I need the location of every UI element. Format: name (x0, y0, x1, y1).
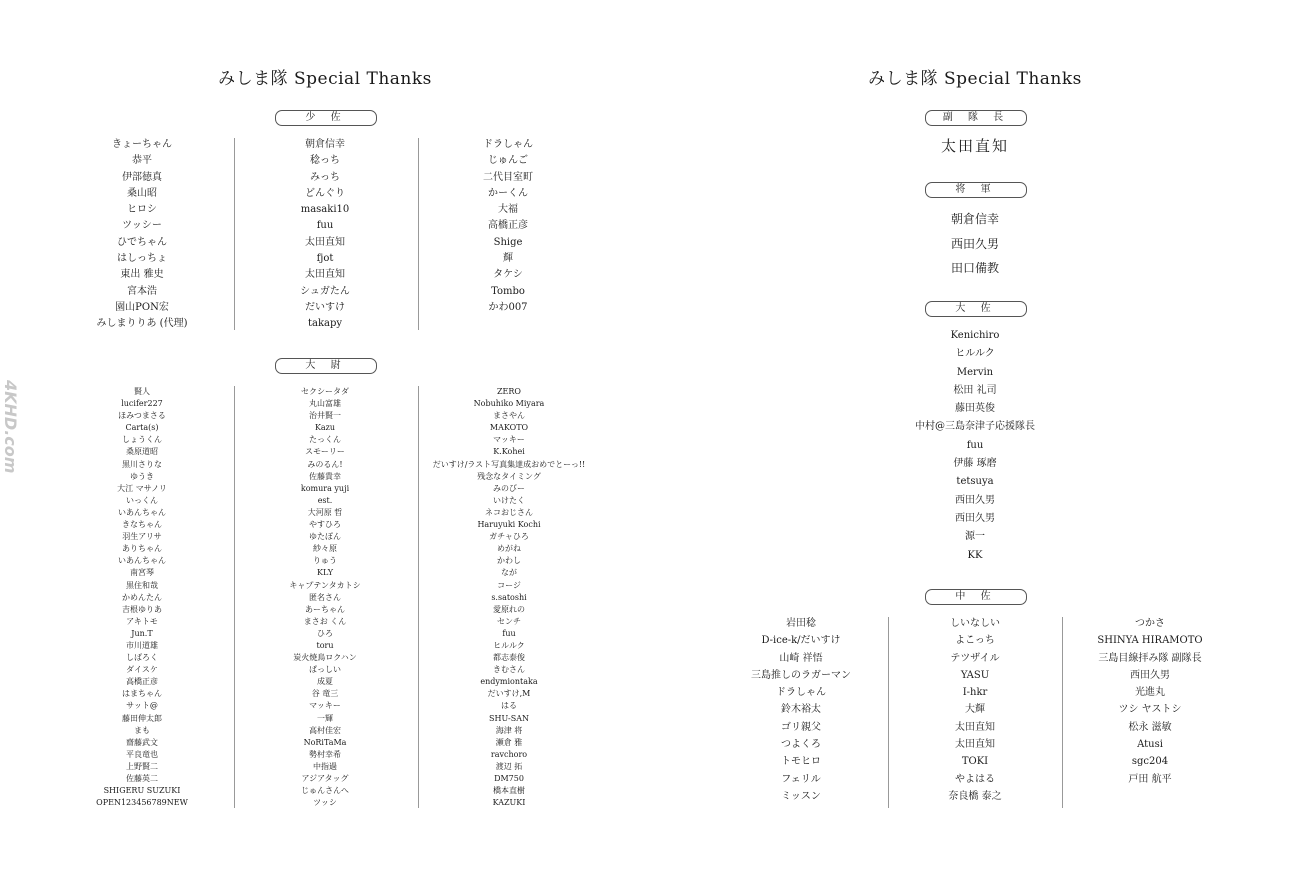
supporter-name: 桑山昭 (127, 187, 157, 199)
supporter-name: かめんたん (122, 592, 162, 602)
supporter-name: KLY (316, 568, 334, 578)
supporter-name: かわし (497, 556, 521, 566)
supporter-name: 三島推しのラガーマン (751, 669, 851, 681)
left-page-title: みしま隊 Special Thanks (218, 69, 432, 89)
supporter-name: 炭火焼鳥ロクハン (293, 653, 357, 663)
supporter-name: 太田直知 (955, 739, 995, 751)
supporter-name: しいなしい (950, 618, 1000, 629)
supporter-name: 大福 (498, 204, 518, 216)
supporter-name: Jun.T (131, 628, 153, 638)
supporter-name: ぱっしい (309, 665, 341, 675)
supporter-name: Mervin (956, 366, 994, 378)
supporter-name: Nobuhiko Miyara (473, 399, 545, 409)
separator (234, 386, 235, 808)
supporter-name: 紗々原 (313, 544, 337, 554)
supporter-name: かーくん (488, 187, 528, 199)
rank-badge-shogun: 将 軍 (925, 182, 1027, 198)
supporter-name: 大河原 哲 (307, 507, 343, 517)
supporter-name: キャプテンタカトシ (289, 580, 361, 590)
supporter-name: みのるん! (307, 459, 343, 469)
supporter-name: だいすけ/ラスト写真集達成おめでとーっ!! (432, 459, 586, 469)
supporter-name: masaki10 (300, 204, 350, 216)
supporter-name: ドラしゃん (776, 687, 826, 699)
supporter-name: かわ007 (488, 301, 528, 313)
supporter-name: 園山PON宏 (115, 301, 169, 313)
supporter-name: 松田 礼司 (953, 384, 997, 396)
supporter-name: D-ice-k/だいすけ (761, 635, 841, 647)
shosa-col-2 (265, 137, 385, 333)
supporter-name: 宮本浩 (127, 285, 157, 297)
supporter-name: つかさ (1135, 618, 1165, 629)
supporter-name: DM750 (494, 774, 524, 783)
supporter-name: ヒルルク (955, 348, 995, 360)
separator (1062, 617, 1063, 808)
supporter-name: たっくん (309, 435, 341, 445)
supporter-name: OPEN123456789NEW (96, 798, 188, 808)
supporter-name: 輝 (503, 253, 513, 265)
supporter-name: SHU-SAN (488, 713, 530, 723)
supporter-name: 吉根ゆりあ (122, 604, 162, 614)
supporter-name: センチ (497, 616, 521, 626)
supporter-name: あーちゃん (305, 604, 345, 614)
supporter-name: YASU (960, 669, 990, 681)
supporter-name: Atusi (1137, 739, 1163, 751)
supporter-name: lucifer227 (121, 399, 163, 409)
supporter-name: 東出 雅史 (120, 269, 164, 281)
supporter-name: ツシ ヤストシ (1118, 704, 1182, 716)
supporter-name: fuu (966, 439, 984, 451)
supporter-name: だいすけ (305, 301, 345, 313)
supporter-name: 西田久男 (950, 236, 999, 251)
supporter-name: 桑原道昭 (126, 447, 158, 457)
supporter-name: fuu (502, 628, 516, 638)
fukutaicho-names (900, 136, 1050, 156)
supporter-name: ガチャひろ (489, 532, 529, 542)
rank-badge-chusa: 中 佐 (925, 589, 1027, 605)
supporter-name: みのびー (493, 483, 525, 493)
supporter-name: ツッシ (313, 798, 337, 808)
rank-badge-fukutaicho: 副 隊 長 (925, 110, 1027, 126)
supporter-name: 黒川さりな (122, 459, 162, 469)
supporter-name: ゆうき (130, 471, 154, 481)
supporter-name: MAKOTO (489, 423, 529, 433)
supporter-name: ひでちゃん (117, 236, 167, 248)
supporter-name: 恭平 (132, 155, 152, 167)
supporter-name: ZERO (497, 387, 521, 396)
supporter-name: 残念なタイミング (477, 471, 541, 481)
taii-col-3 (425, 386, 593, 809)
supporter-name: きむさん (493, 665, 525, 675)
supporter-name: つよくろ (781, 739, 821, 751)
supporter-name: 佐藤英二 (126, 774, 158, 783)
supporter-name: ゴリ親父 (781, 721, 821, 733)
chusa-col-2 (905, 615, 1045, 805)
supporter-name: 奈良橋 泰之 (948, 790, 1002, 802)
supporter-name: 太田直知 (940, 137, 1009, 155)
separator (418, 138, 419, 330)
supporter-name: 大江 マサノリ (117, 483, 167, 493)
supporter-name: じゅんご (488, 155, 528, 167)
supporter-name: トモヒロ (781, 756, 821, 768)
supporter-name: NoRiTaMa (303, 737, 347, 747)
supporter-name: 戸田 航平 (1128, 773, 1172, 785)
supporter-name: ドラしゃん (483, 139, 533, 150)
supporter-name: きょーちゃん (112, 139, 172, 150)
supporter-name: 市川道雄 (126, 640, 158, 650)
supporter-name: 二代目室町 (483, 171, 533, 183)
shosa-col-1 (82, 137, 202, 333)
supporter-name: やすひろ (309, 520, 341, 530)
supporter-name: s.satoshi (491, 592, 527, 602)
supporter-name: はる (501, 701, 517, 711)
supporter-name: 匿名さん (309, 592, 341, 602)
supporter-name: SHIGERU SUZUKI (103, 786, 181, 796)
supporter-name: 谷 竜三 (311, 689, 339, 699)
supporter-name: Haruyuki Kochi (477, 520, 541, 530)
supporter-name: 伊藤 琢磨 (953, 458, 997, 470)
supporter-name: I-hkr (962, 687, 988, 699)
supporter-name: 源一 (965, 531, 985, 543)
supporter-name: 大輝 (965, 704, 985, 716)
supporter-name: しょうくん (122, 435, 162, 445)
supporter-name: みっち (310, 171, 340, 183)
supporter-name: まさお くん (303, 616, 347, 626)
right-page-title: みしま隊 Special Thanks (868, 69, 1082, 89)
supporter-name: いっくん (126, 495, 158, 505)
supporter-name: 上野賢二 (126, 761, 158, 771)
taii-col-2 (265, 386, 385, 809)
supporter-name: 黒住和哉 (126, 580, 158, 590)
supporter-name: ひろ (317, 628, 333, 638)
supporter-name: きなちゃん (122, 520, 162, 530)
supporter-name: いあんちゃん (118, 556, 166, 566)
supporter-name: 橋本直樹 (493, 786, 525, 796)
supporter-name: 平良竜也 (126, 749, 158, 759)
supporter-name: 西田久男 (955, 494, 995, 506)
shogun-names (900, 207, 1050, 281)
supporter-name: どんぐり (305, 187, 345, 199)
supporter-name: KAZUKI (492, 798, 526, 808)
supporter-name: 山崎 祥悟 (779, 652, 823, 664)
supporter-name: テツザイル (950, 652, 1000, 664)
supporter-name: 南宮琴 (130, 568, 154, 578)
watermark: 4KHD.com (1, 380, 20, 474)
supporter-name: ravchoro (490, 749, 528, 759)
supporter-name: 治井賢一 (309, 411, 341, 421)
supporter-name: 田口備教 (950, 261, 999, 276)
supporter-name: takapy (307, 318, 343, 330)
supporter-name: 伊部徳真 (122, 171, 162, 183)
supporter-name: シュガたん (300, 285, 350, 297)
supporter-name: toru (316, 640, 334, 650)
supporter-name: しばろく (126, 653, 158, 663)
rank-badge-taii: 大 尉 (275, 358, 377, 374)
supporter-name: マッキー (493, 435, 525, 445)
supporter-name: 羽生アリサ (122, 532, 162, 542)
supporter-name: fuu (316, 220, 334, 232)
supporter-name: 勢村幸希 (309, 749, 341, 759)
supporter-name: tetsuya (956, 476, 994, 488)
supporter-name: TOKI (961, 756, 989, 768)
supporter-name: 成夏 (317, 677, 333, 687)
supporter-name: 愛原れの (493, 604, 525, 614)
supporter-name: めがね (497, 544, 521, 554)
supporter-name: 藤田英俊 (955, 403, 995, 415)
taii-col-1 (82, 386, 202, 809)
supporter-name: ほみつまさる (118, 411, 166, 421)
supporter-name: ヒロシ (127, 204, 157, 216)
supporter-name: fjot (316, 253, 334, 265)
supporter-name: est. (317, 495, 333, 505)
rank-badge-shosa: 少 佐 (275, 110, 377, 126)
supporter-name: 一輝 (317, 713, 333, 723)
supporter-name: Kenichiro (950, 330, 1000, 341)
supporter-name: 西田久男 (955, 512, 995, 524)
supporter-name: 稔っち (310, 155, 340, 167)
supporter-name: 中村@三島奈津子応援隊長 (915, 421, 1035, 433)
supporter-name: ミッスン (781, 790, 821, 802)
supporter-name: いけたく (493, 495, 525, 505)
taisa-names (880, 327, 1070, 565)
supporter-name: 瀬倉 雅 (495, 737, 523, 747)
supporter-name: まさやん (493, 411, 525, 421)
supporter-name: サット@ (126, 701, 158, 711)
supporter-name: 高村佳宏 (309, 725, 341, 735)
supporter-name: アジアタッグ (301, 774, 349, 783)
supporter-name: endymiontaka (480, 677, 538, 687)
supporter-name: アキトモ (126, 616, 158, 626)
supporter-name: やよはる (955, 773, 995, 785)
supporter-name: だいすけ,M (487, 689, 531, 699)
supporter-name: 西田久男 (1130, 669, 1170, 681)
supporter-name: 海津 将 (495, 725, 523, 735)
supporter-name: 鈴木裕太 (781, 704, 821, 716)
supporter-name: じゅんさんへ (301, 786, 349, 796)
supporter-name: 齋藤武文 (126, 737, 158, 747)
supporter-name: はしっちょ (117, 253, 167, 265)
supporter-name: 高橋正彦 (126, 677, 158, 687)
supporter-name: よこっち (955, 635, 995, 647)
supporter-name: 松永 滋敏 (1128, 721, 1172, 733)
supporter-name: 中指過 (313, 761, 337, 771)
supporter-name: セクシータダ (301, 387, 349, 396)
supporter-name: sgc204 (1131, 756, 1169, 768)
supporter-name: K.Kohei (493, 447, 525, 457)
supporter-name: 太田直知 (305, 236, 345, 248)
supporter-name: 佐藤貴幸 (309, 471, 341, 481)
supporter-name: 藤田伸太郎 (122, 713, 162, 723)
supporter-name: 都志泰俊 (493, 653, 525, 663)
supporter-name: 丸山富雄 (309, 399, 341, 409)
supporter-name: みしまりりあ (代理) (96, 318, 188, 330)
shosa-col-3 (448, 137, 568, 316)
supporter-name: りゅう (313, 556, 337, 566)
supporter-name: 賢人 (134, 387, 150, 396)
supporter-name: 高橋正彦 (488, 220, 528, 232)
supporter-name: SHINYA HIRAMOTO (1097, 635, 1203, 647)
supporter-name: まも (134, 725, 150, 735)
supporter-name: フェリル (781, 773, 821, 785)
supporter-name: ヒルルク (493, 640, 525, 650)
supporter-name: ゆたぽん (309, 532, 341, 542)
supporter-name: タケシ (493, 269, 523, 281)
separator (418, 386, 419, 808)
supporter-name: Carta(s) (125, 423, 159, 433)
supporter-name: Kazu (314, 423, 336, 433)
supporter-name: 光進丸 (1135, 687, 1165, 699)
supporter-name: 三島目線拝み隊 副隊長 (1098, 652, 1202, 664)
supporter-name: 朝倉信幸 (950, 212, 999, 226)
supporter-name: マッキー (309, 701, 341, 711)
supporter-name: 太田直知 (955, 721, 995, 733)
supporter-name: なが (501, 568, 517, 578)
supporter-name: Tombo (491, 285, 525, 297)
supporter-name: 朝倉信幸 (305, 139, 345, 150)
supporter-name: ネコおじさん (485, 507, 533, 517)
rank-badge-taisa: 大 佐 (925, 301, 1027, 317)
supporter-name: ありちゃん (122, 544, 162, 554)
supporter-name: スモーリー (305, 447, 345, 457)
supporter-name: 渡辺 拓 (495, 761, 523, 771)
chusa-col-1 (731, 615, 871, 805)
supporter-name: いあんちゃん (118, 507, 166, 517)
supporter-name: KK (967, 549, 983, 561)
supporter-name: 岩田稔 (786, 618, 816, 629)
separator (234, 138, 235, 330)
separator (888, 617, 889, 808)
supporter-name: ダイスケ (126, 665, 158, 675)
supporter-name: komura yuji (300, 483, 350, 493)
supporter-name: はまちゃん (122, 689, 162, 699)
chusa-col-3 (1080, 615, 1220, 788)
supporter-name: Shige (493, 236, 523, 248)
supporter-name: ツッシー (122, 220, 162, 232)
supporter-name: 太田直知 (305, 269, 345, 281)
supporter-name: コージ (497, 580, 521, 590)
